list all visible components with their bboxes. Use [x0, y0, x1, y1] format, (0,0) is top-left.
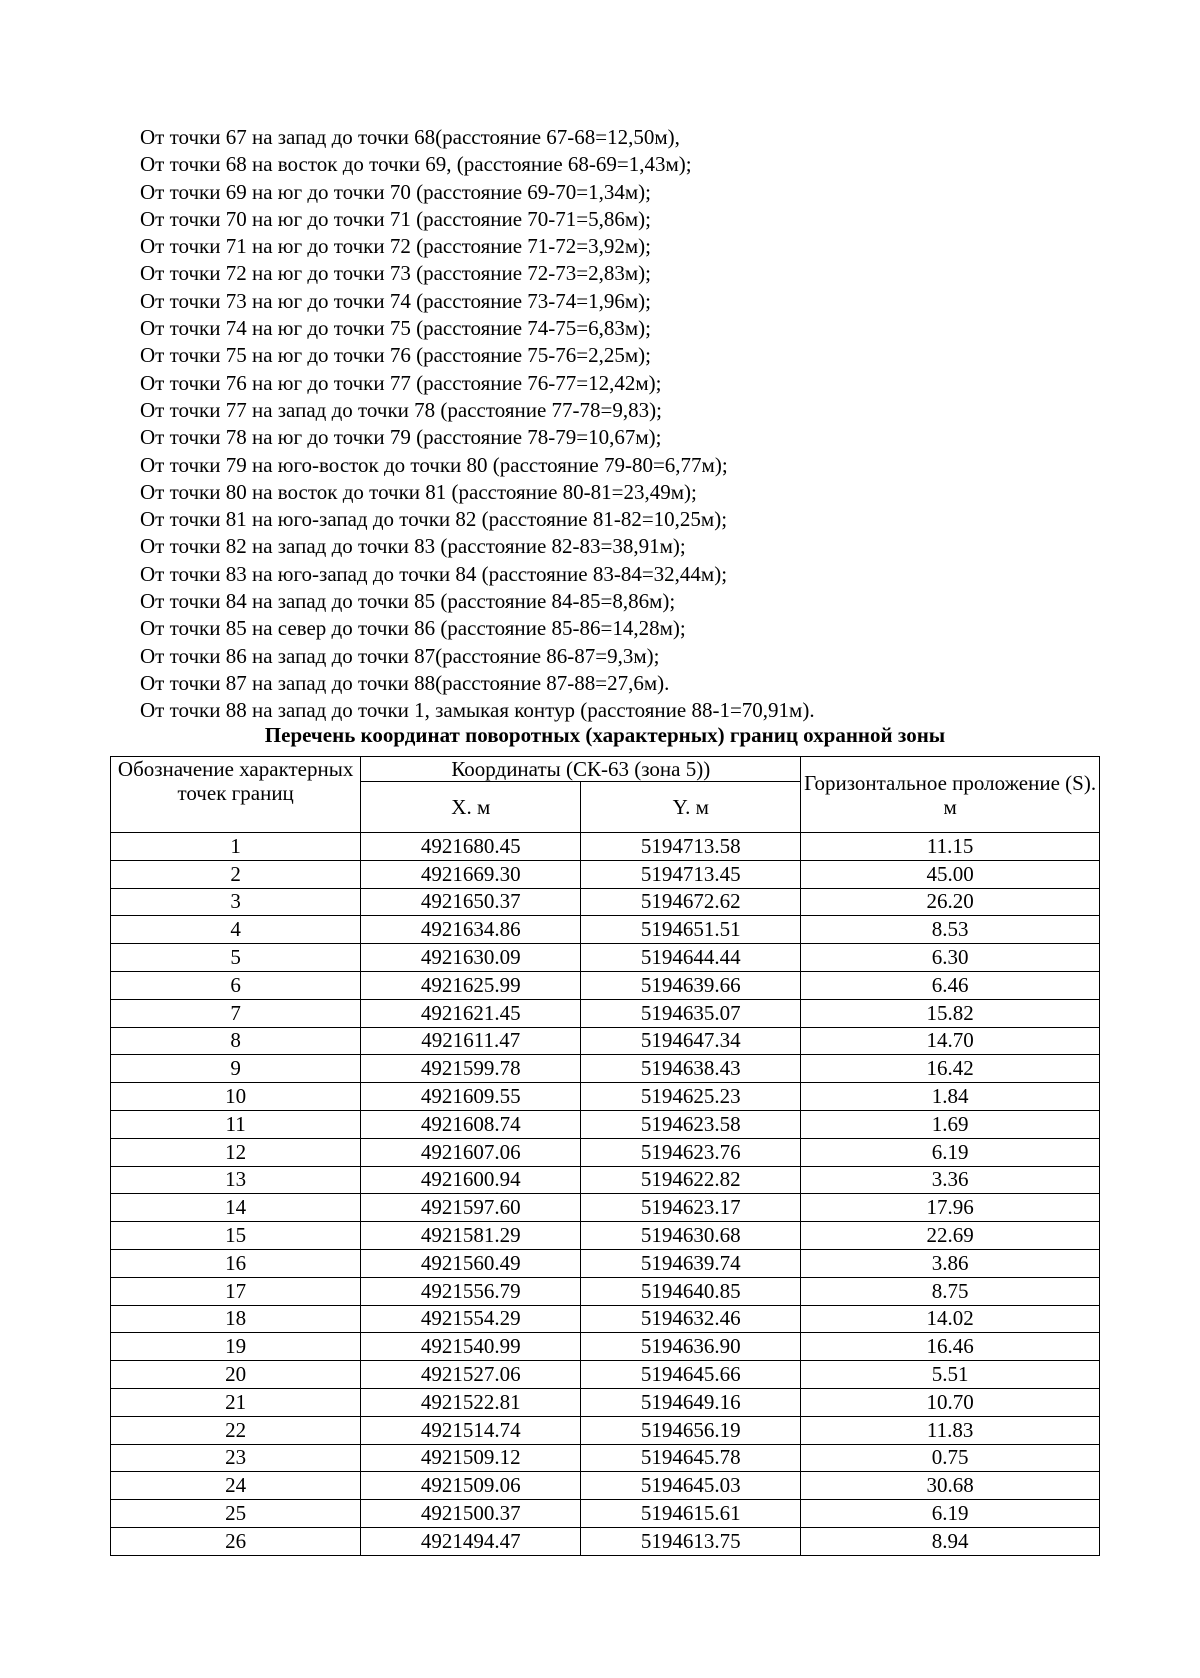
- route-line: От точки 88 на запад до точки 1, замыкая контур (расстояние 88-1=70,91м).: [140, 698, 815, 723]
- table-row: [111, 1361, 1100, 1389]
- route-line: От точки 76 на юг до точки 77 (расстояние 76-77=12,42м);: [140, 370, 662, 395]
- cell-y: 5194672.62: [581, 888, 801, 916]
- cell-horizontal-distance: 16.46: [801, 1333, 1100, 1361]
- table-row: [111, 1333, 1100, 1361]
- cell-horizontal-distance: 14.02: [801, 1305, 1100, 1333]
- header-coordinates: Координаты (СК-63 (зона 5)): [361, 757, 801, 782]
- cell-horizontal-distance: 45.00: [801, 860, 1100, 888]
- cell-point-number: 19: [111, 1333, 361, 1361]
- cell-x: 4921540.99: [361, 1333, 581, 1361]
- cell-y: 5194645.03: [581, 1472, 801, 1500]
- cell-point-number: 4: [111, 916, 361, 944]
- cell-point-number: 25: [111, 1500, 361, 1528]
- cell-y: 5194713.45: [581, 860, 801, 888]
- cell-x: 4921527.06: [361, 1361, 581, 1389]
- cell-y: 5194639.74: [581, 1249, 801, 1277]
- cell-x: 4921630.09: [361, 944, 581, 972]
- cell-horizontal-distance: 1.84: [801, 1083, 1100, 1111]
- cell-y: 5194623.76: [581, 1138, 801, 1166]
- cell-y: 5194635.07: [581, 999, 801, 1027]
- cell-x: 4921669.30: [361, 860, 581, 888]
- cell-x: 4921599.78: [361, 1055, 581, 1083]
- cell-y: 5194638.43: [581, 1055, 801, 1083]
- cell-x: 4921680.45: [361, 833, 581, 861]
- cell-point-number: 2: [111, 860, 361, 888]
- cell-y: 5194651.51: [581, 916, 801, 944]
- cell-horizontal-distance: 6.19: [801, 1500, 1100, 1528]
- cell-y: 5194647.34: [581, 1027, 801, 1055]
- cell-point-number: 8: [111, 1027, 361, 1055]
- cell-x: 4921611.47: [361, 1027, 581, 1055]
- cell-point-number: 3: [111, 888, 361, 916]
- table-header-row: [111, 757, 1100, 782]
- cell-y: 5194644.44: [581, 944, 801, 972]
- cell-x: 4921600.94: [361, 1166, 581, 1194]
- cell-horizontal-distance: 3.36: [801, 1166, 1100, 1194]
- cell-x: 4921609.55: [361, 1083, 581, 1111]
- table-row: [111, 1083, 1100, 1111]
- cell-point-number: 24: [111, 1472, 361, 1500]
- header-y: Y. м: [581, 782, 801, 833]
- table-row: [111, 944, 1100, 972]
- cell-y: 5194625.23: [581, 1083, 801, 1111]
- cell-y: 5194623.17: [581, 1194, 801, 1222]
- cell-horizontal-distance: 14.70: [801, 1027, 1100, 1055]
- cell-horizontal-distance: 8.94: [801, 1527, 1100, 1555]
- cell-horizontal-distance: 8.75: [801, 1277, 1100, 1305]
- header-x: X. м: [361, 782, 581, 833]
- route-line: От точки 67 на запад до точки 68(расстояние 67-68=12,50м),: [140, 125, 680, 149]
- route-line: От точки 71 на юг до точки 72 (расстояние 71-72=3,92м);: [140, 234, 651, 259]
- cell-horizontal-distance: 6.46: [801, 971, 1100, 999]
- table-row: [111, 1249, 1100, 1277]
- cell-x: 4921581.29: [361, 1222, 581, 1250]
- cell-horizontal-distance: 10.70: [801, 1388, 1100, 1416]
- cell-point-number: 5: [111, 944, 361, 972]
- cell-x: 4921621.45: [361, 999, 581, 1027]
- cell-horizontal-distance: 0.75: [801, 1444, 1100, 1472]
- header-horizontal-distance: Горизонтальное проложение (S). м: [801, 757, 1100, 833]
- cell-horizontal-distance: 22.69: [801, 1222, 1100, 1250]
- cell-point-number: 16: [111, 1249, 361, 1277]
- table-row: [111, 1138, 1100, 1166]
- cell-y: 5194640.85: [581, 1277, 801, 1305]
- table-row: [111, 1305, 1100, 1333]
- cell-point-number: 21: [111, 1388, 361, 1416]
- route-line: От точки 73 на юг до точки 74 (расстояние 73-74=1,96м);: [140, 288, 651, 313]
- table-row: [111, 1527, 1100, 1555]
- cell-x: 4921650.37: [361, 888, 581, 916]
- coordinates-table: [110, 756, 1100, 1556]
- cell-point-number: 17: [111, 1277, 361, 1305]
- route-line: От точки 74 на юг до точки 75 (расстояние 74-75=6,83м);: [140, 316, 651, 341]
- cell-horizontal-distance: 6.30: [801, 944, 1100, 972]
- cell-horizontal-distance: 3.86: [801, 1249, 1100, 1277]
- table-row: [111, 1055, 1100, 1083]
- route-line: От точки 84 на запад до точки 85 (расстояние 84-85=8,86м);: [140, 589, 676, 614]
- cell-point-number: 20: [111, 1361, 361, 1389]
- route-line: От точки 85 на север до точки 86 (расстояние 85-86=14,28м);: [140, 616, 686, 641]
- cell-point-number: 10: [111, 1083, 361, 1111]
- cell-y: 5194622.82: [581, 1166, 801, 1194]
- cell-x: 4921522.81: [361, 1388, 581, 1416]
- cell-x: 4921560.49: [361, 1249, 581, 1277]
- cell-y: 5194645.78: [581, 1444, 801, 1472]
- cell-x: 4921509.06: [361, 1472, 581, 1500]
- table-row: [111, 1388, 1100, 1416]
- table-row: [111, 1027, 1100, 1055]
- table-row: [111, 1416, 1100, 1444]
- cell-horizontal-distance: 6.19: [801, 1138, 1100, 1166]
- table-row: [111, 1110, 1100, 1138]
- cell-y: 5194615.61: [581, 1500, 801, 1528]
- cell-horizontal-distance: 11.83: [801, 1416, 1100, 1444]
- cell-point-number: 7: [111, 999, 361, 1027]
- route-line: От точки 78 на юг до точки 79 (расстояние 78-79=10,67м);: [140, 425, 662, 450]
- cell-point-number: 13: [111, 1166, 361, 1194]
- table-row: [111, 1194, 1100, 1222]
- cell-point-number: 9: [111, 1055, 361, 1083]
- cell-x: 4921634.86: [361, 916, 581, 944]
- cell-x: 4921494.47: [361, 1527, 581, 1555]
- cell-point-number: 18: [111, 1305, 361, 1333]
- cell-horizontal-distance: 1.69: [801, 1110, 1100, 1138]
- cell-point-number: 14: [111, 1194, 361, 1222]
- route-line: От точки 77 на запад до точки 78 (расстояние 77-78=9,83);: [140, 397, 662, 422]
- table-row: [111, 1222, 1100, 1250]
- route-line: От точки 87 на запад до точки 88(расстояние 87-88=27,6м).: [140, 670, 670, 695]
- cell-y: 5194632.46: [581, 1305, 801, 1333]
- cell-point-number: 26: [111, 1527, 361, 1555]
- cell-horizontal-distance: 17.96: [801, 1194, 1100, 1222]
- cell-y: 5194656.19: [581, 1416, 801, 1444]
- route-line: От точки 82 на запад до точки 83 (расстояние 82-83=38,91м);: [140, 534, 686, 559]
- cell-point-number: 11: [111, 1110, 361, 1138]
- cell-y: 5194636.90: [581, 1333, 801, 1361]
- cell-x: 4921625.99: [361, 971, 581, 999]
- cell-y: 5194630.68: [581, 1222, 801, 1250]
- route-description: [140, 124, 1140, 725]
- cell-x: 4921514.74: [361, 1416, 581, 1444]
- cell-y: 5194645.66: [581, 1361, 801, 1389]
- table-row: [111, 1166, 1100, 1194]
- route-line: От точки 70 на юг до точки 71 (расстояние 70-71=5,86м);: [140, 206, 651, 231]
- cell-y: 5194613.75: [581, 1527, 801, 1555]
- header-point-designation: Обозначение характерных точек границ: [111, 757, 361, 833]
- cell-horizontal-distance: 26.20: [801, 888, 1100, 916]
- cell-y: 5194649.16: [581, 1388, 801, 1416]
- cell-y: 5194639.66: [581, 971, 801, 999]
- table-row: [111, 1500, 1100, 1528]
- cell-x: 4921608.74: [361, 1110, 581, 1138]
- cell-x: 4921607.06: [361, 1138, 581, 1166]
- cell-horizontal-distance: 16.42: [801, 1055, 1100, 1083]
- table-body: [111, 833, 1100, 1556]
- cell-x: 4921597.60: [361, 1194, 581, 1222]
- cell-y: 5194713.58: [581, 833, 801, 861]
- route-line: От точки 86 на запад до точки 87(расстояние 86-87=9,3м);: [140, 643, 660, 668]
- table-row: [111, 1444, 1100, 1472]
- table-row: [111, 971, 1100, 999]
- cell-point-number: 12: [111, 1138, 361, 1166]
- cell-y: 5194623.58: [581, 1110, 801, 1138]
- cell-point-number: 15: [111, 1222, 361, 1250]
- table-title: Перечень координат поворотных (характерных) границ охранной зоны: [264, 723, 946, 747]
- table-row: [111, 1472, 1100, 1500]
- cell-x: 4921509.12: [361, 1444, 581, 1472]
- table-row: [111, 833, 1100, 861]
- route-line: От точки 69 на юг до точки 70 (расстояние 69-70=1,34м);: [140, 179, 651, 204]
- cell-horizontal-distance: 11.15: [801, 833, 1100, 861]
- table-row: [111, 1277, 1100, 1305]
- cell-x: 4921554.29: [361, 1305, 581, 1333]
- route-line: От точки 72 на юг до точки 73 (расстояние 72-73=2,83м);: [140, 261, 651, 286]
- cell-horizontal-distance: 30.68: [801, 1472, 1100, 1500]
- cell-x: 4921500.37: [361, 1500, 581, 1528]
- table-row: [111, 888, 1100, 916]
- cell-point-number: 23: [111, 1444, 361, 1472]
- cell-horizontal-distance: 15.82: [801, 999, 1100, 1027]
- cell-point-number: 1: [111, 833, 361, 861]
- route-line: От точки 83 на юго-запад до точки 84 (расстояние 83-84=32,44м);: [140, 561, 728, 586]
- table-row: [111, 860, 1100, 888]
- cell-point-number: 6: [111, 971, 361, 999]
- route-line: От точки 80 на восток до точки 81 (расстояние 80-81=23,49м);: [140, 479, 697, 504]
- table-row: [111, 999, 1100, 1027]
- route-line: От точки 68 на восток до точки 69, (расстояние 68-69=1,43м);: [140, 152, 692, 177]
- cell-horizontal-distance: 8.53: [801, 916, 1100, 944]
- route-line: От точки 81 на юго-запад до точки 82 (расстояние 81-82=10,25м);: [140, 507, 728, 532]
- cell-horizontal-distance: 5.51: [801, 1361, 1100, 1389]
- route-line: От точки 75 на юг до точки 76 (расстояние 75-76=2,25м);: [140, 343, 651, 368]
- cell-x: 4921556.79: [361, 1277, 581, 1305]
- table-row: [111, 916, 1100, 944]
- route-line: От точки 79 на юго-восток до точки 80 (расстояние 79-80=6,77м);: [140, 452, 728, 477]
- cell-point-number: 22: [111, 1416, 361, 1444]
